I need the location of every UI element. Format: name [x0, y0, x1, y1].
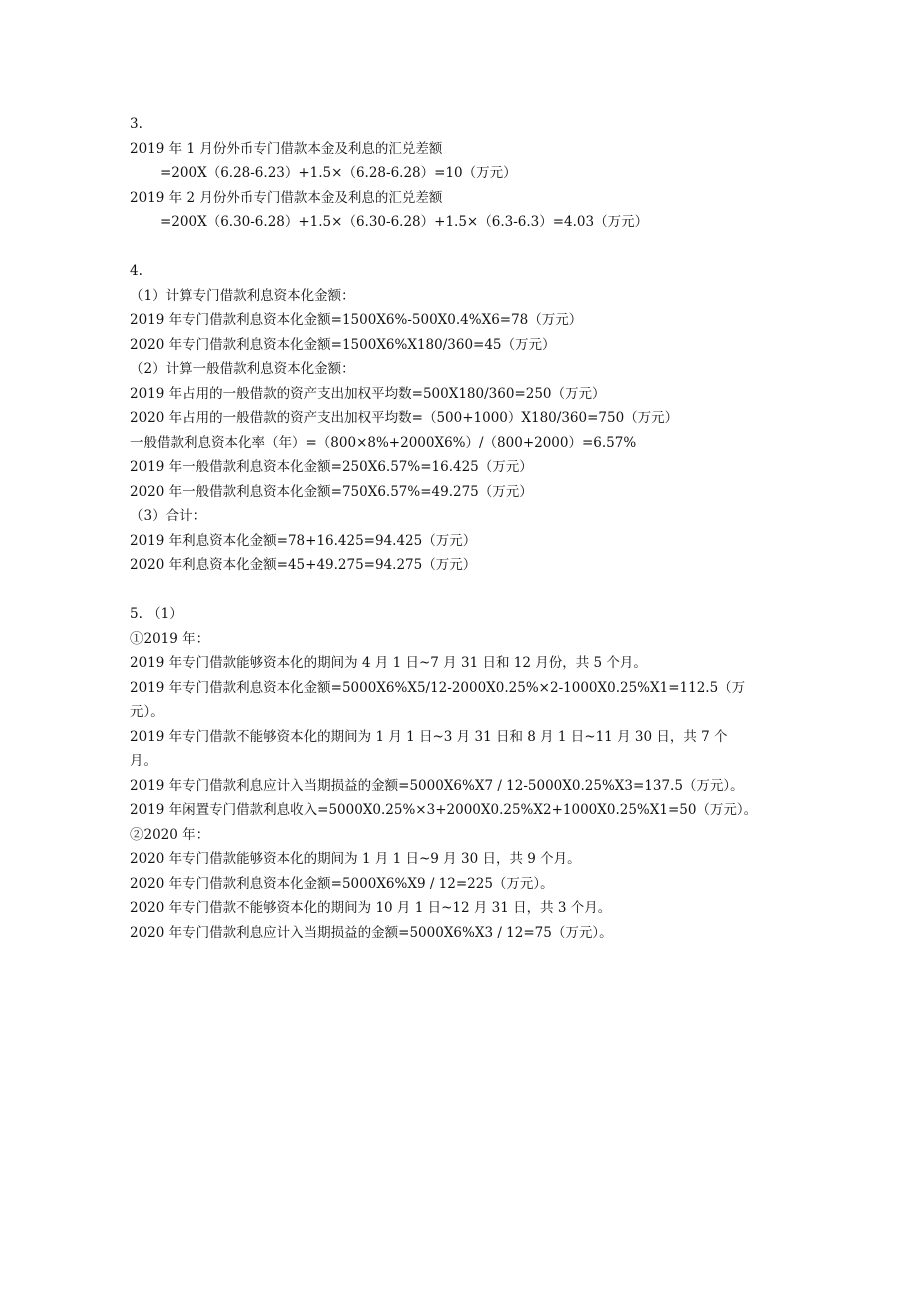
subheading: （3）合计： — [130, 508, 207, 524]
text-line: 2019 年专门借款利息资本化金额=1500X6%-500X0.4%X6=78（万元） — [130, 312, 583, 328]
text-line: 2019 年利息资本化金额=78+16.425=94.425（万元） — [130, 532, 477, 549]
text-line: 2020 年专门借款利息应计入当期损益的金额=5000X6%X3 / 12=75（万元）。 — [130, 924, 613, 941]
section-4 — [130, 259, 770, 578]
text-line: 2020 年专门借款利息资本化金额=1500X6%X180/360=45（万元） — [130, 336, 556, 353]
document-body — [130, 112, 770, 945]
subheading: （2）计算一般借款利息资本化金额： — [130, 361, 355, 377]
spacer — [130, 235, 770, 260]
section-number: 4. — [130, 263, 143, 279]
formula-line: =200X（6.28-6.23）+1.5×（6.28-6.28）=10（万元） — [160, 165, 517, 181]
text-line: 2019 年专门借款能够资本化的期间为 4 月 1 日~7 月 31 日和 12 月份，共 5 个月。 — [130, 655, 647, 671]
section-number: 5. （1） — [130, 606, 183, 622]
text-line: 2019 年专门借款利息资本化金额=5000X6%X5/12-2000X0.25%×2-1000X0.25%X1=112.5（万 — [130, 679, 746, 696]
text-line: 2020 年专门借款能够资本化的期间为 1 月 1 日~9 月 30 日，共 9 个月。 — [130, 851, 581, 867]
section-5 — [130, 602, 770, 945]
text-line: 2019 年 1 月份外币专门借款本金及利息的汇兑差额 — [130, 140, 443, 157]
subheading: ①2019 年： — [130, 630, 210, 647]
text-line: 2020 年专门借款不能够资本化的期间为 10 月 1 日~12 月 31 日，共 3 个月。 — [130, 900, 612, 916]
text-line: 2019 年 2 月份外币专门借款本金及利息的汇兑差额 — [130, 189, 443, 206]
text-line-continued: 月。 — [130, 753, 157, 769]
subheading: （1）计算专门借款利息资本化金额： — [130, 287, 355, 304]
text-line: 2020 年占用的一般借款的资产支出加权平均数=（500+1000）X180/360=750（万元） — [130, 410, 679, 426]
section-3 — [130, 112, 770, 235]
subheading: ②2020 年： — [130, 826, 210, 843]
text-line: 2020 年利息资本化金额=45+49.275=94.275（万元） — [130, 557, 477, 573]
text-line: 2019 年专门借款利息应计入当期损益的金额=5000X6%X7 / 12-5000X0.25%X3=137.5（万元）。 — [130, 777, 744, 794]
text-line: 一般借款利息资本化率（年）=（800×8%+2000X6%）/（800+2000）=6.57% — [130, 434, 637, 451]
text-line: 2019 年专门借款不能够资本化的期间为 1 月 1 日~3 月 31 日和 8 月 1 日~11 月 30 日，共 7 个 — [130, 728, 728, 745]
text-line-continued: 元）。 — [130, 704, 164, 720]
text-line: 2019 年闲置专门借款利息收入=5000X0.25%×3+2000X0.25%X2+1000X0.25%X1=50（万元）。 — [130, 802, 758, 818]
section-number: 3. — [130, 116, 143, 132]
text-line: 2019 年一般借款利息资本化金额=250X6.57%=16.425（万元） — [130, 459, 533, 475]
spacer — [130, 578, 770, 603]
formula-line: =200X（6.30-6.28）+1.5×（6.30-6.28）+1.5×（6.3-6.3）=4.03（万元） — [160, 214, 649, 230]
text-line: 2020 年专门借款利息资本化金额=5000X6%X9 / 12=225（万元）。 — [130, 875, 554, 892]
text-line: 2019 年占用的一般借款的资产支出加权平均数=500X180/360=250（万元） — [130, 385, 606, 402]
text-line: 2020 年一般借款利息资本化金额=750X6.57%=49.275（万元） — [130, 483, 533, 500]
